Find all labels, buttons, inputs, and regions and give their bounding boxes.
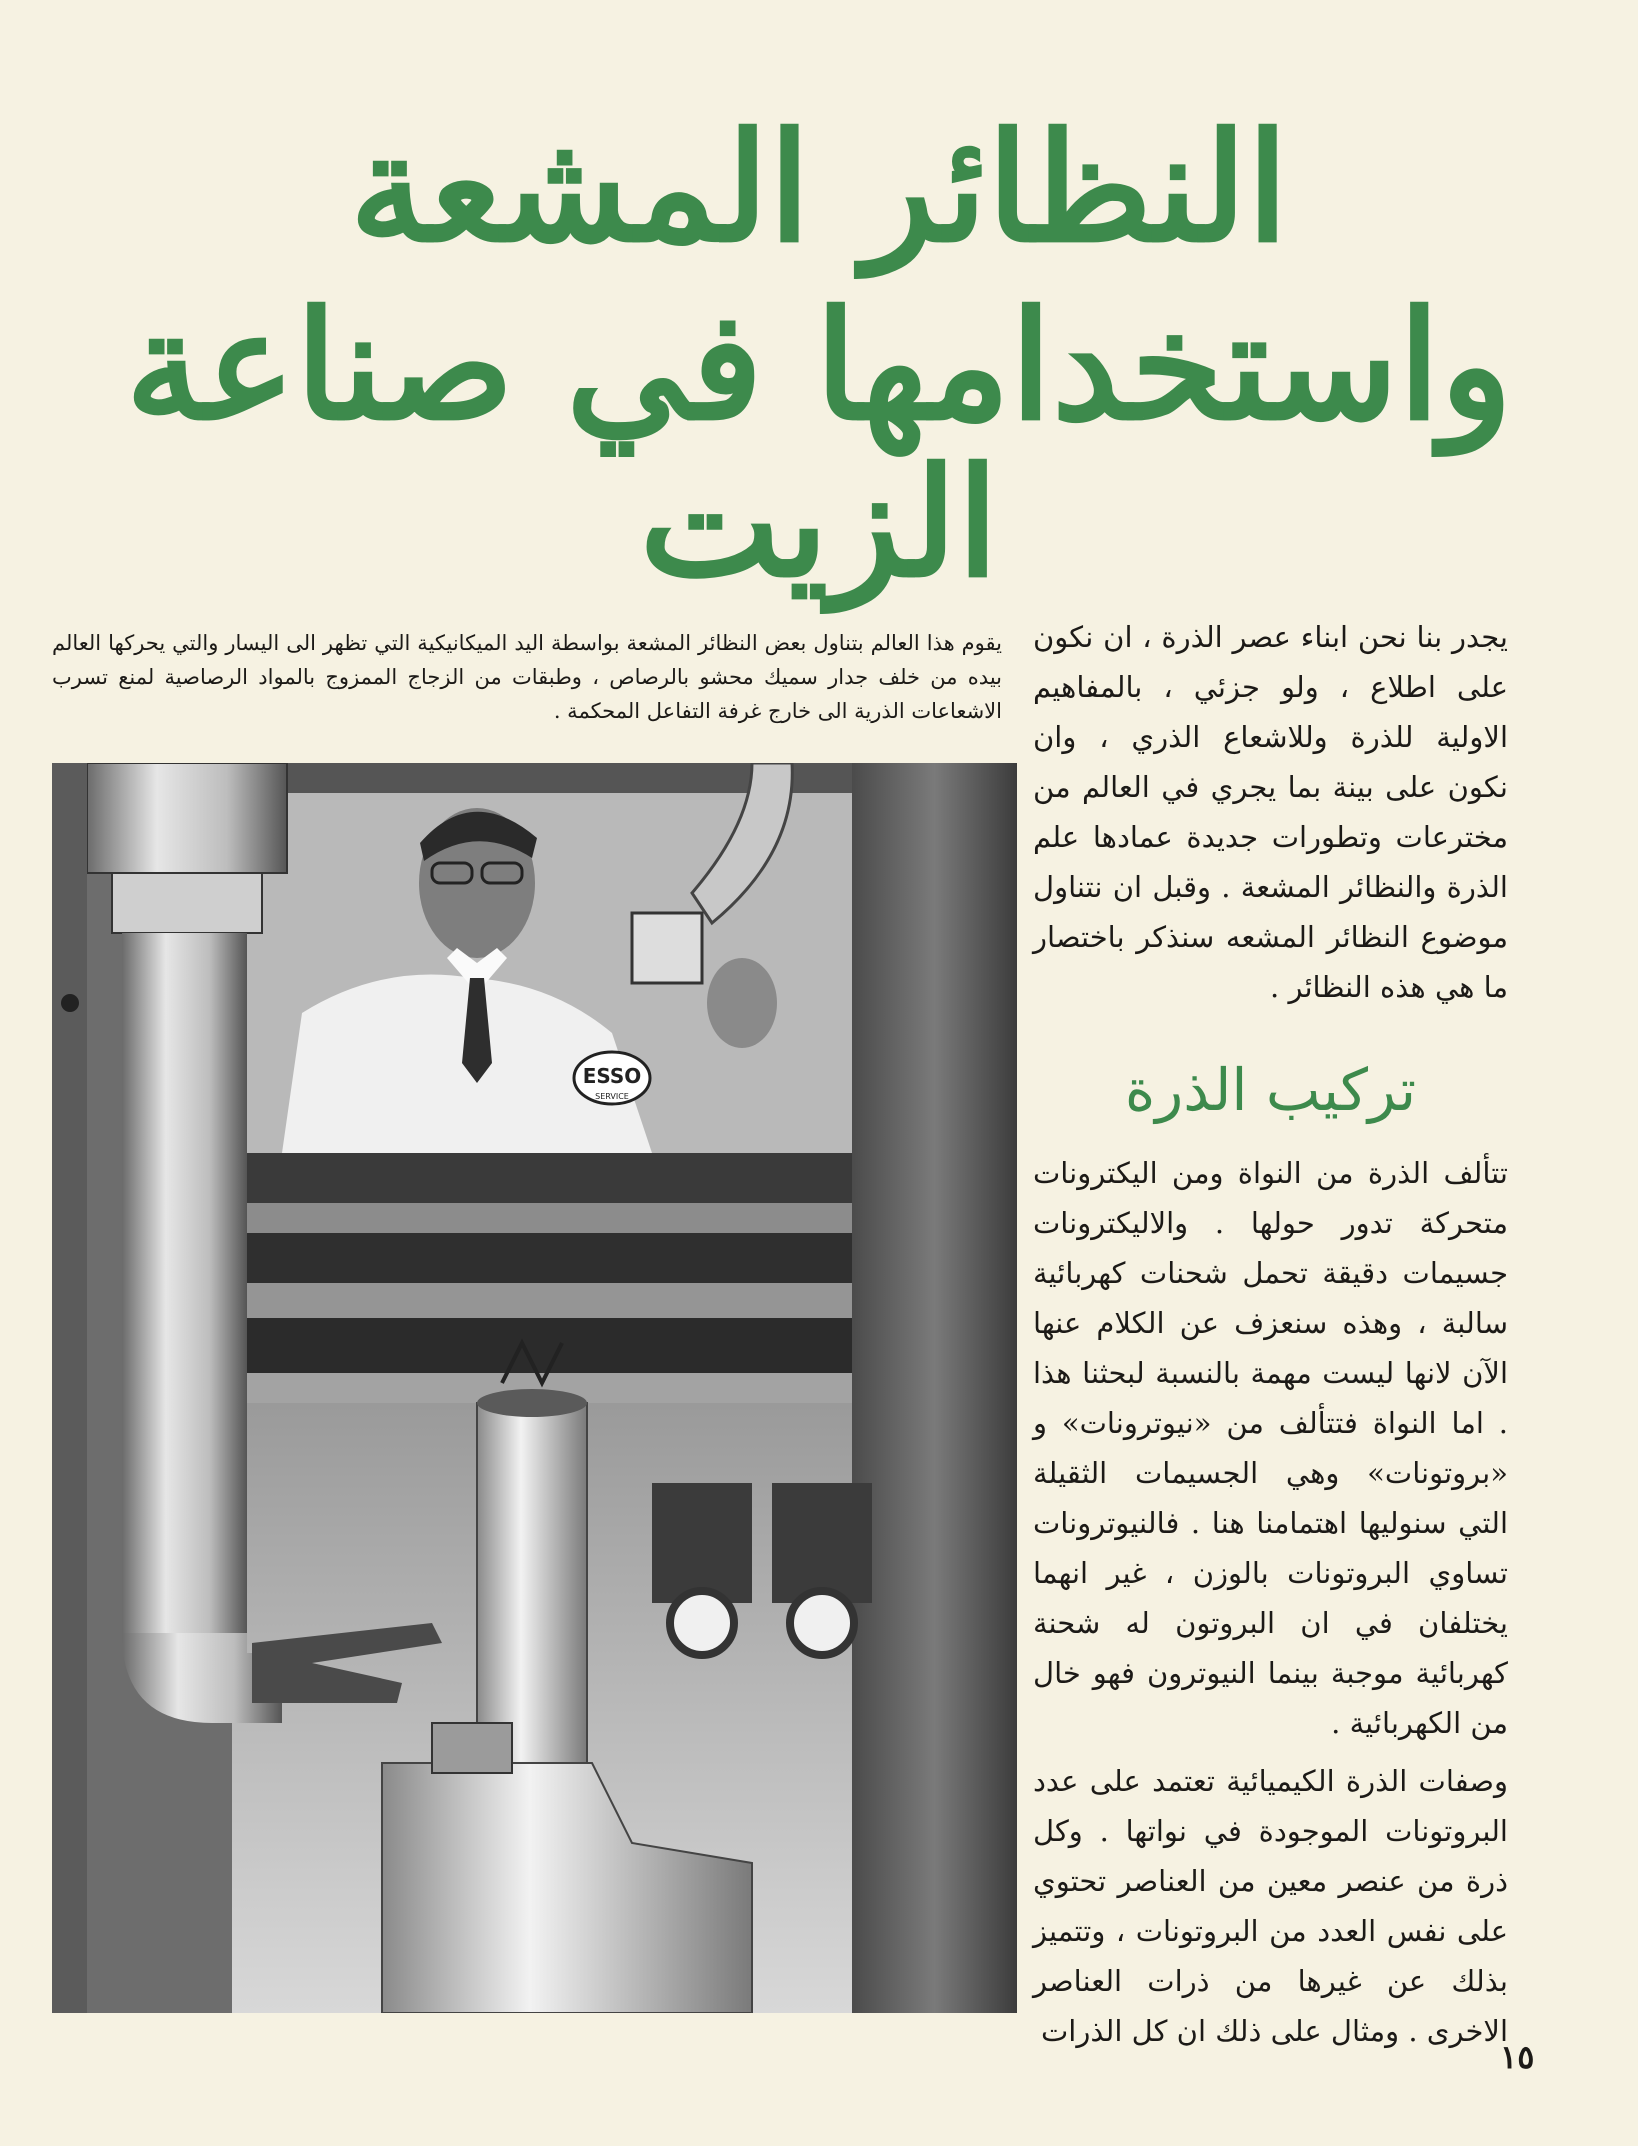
intro-paragraph: يجدر بنا نحن ابناء عصر الذرة ، ان نكون على اطلاع ، ولو جزئي ، بالمفاهيم الاولية للذرة وللاشعاع الذري ، وان نكون على بينة بما يجري في العالم من مخترعات وتطورات جديدة عمادها علم الذرة والنظائر المشعة . وقبل ان نتناول موضوع النظائر المشعه سنذكر باختصار ما هي هذه النظائر .	[1033, 620, 1508, 1004]
title-line-1: النظائر المشعة	[349, 100, 1289, 276]
atom-properties-paragraph: وصفات الذرة الكيميائية تعتمد على عدد البروتونات الموجودة في نواتها . وكل ذرة من عنصر معين من العناصر تحتوي على نفس العدد من البروتونات ، وتتميز بذلك عن غيرها من ذرات العناصر الاخرى . ومثال على ذلك ان كل الذرات	[1033, 1764, 1508, 2048]
photo-caption: يقوم هذا العالم بتناول بعض النظائر المشعة بواسطة اليد الميكانيكية التي تظهر الى اليسار والتي يحركها العالم بيده من خلف جدار سميك محشو بالرصاص ، وطبقات من الزجاج الممزوج بالمواد الرصاصية لمنع تسرب الاشعاعات الذرية الى خارج غرفة التفاعل المحكمة .	[52, 631, 1002, 723]
photo-scientist-manipulator	[52, 763, 1017, 2013]
page-number: ١٥	[1500, 2038, 1535, 2076]
atom-structure-paragraph: تتألف الذرة من النواة ومن اليكترونات متحركة تدور حولها . والاليكترونات جسيمات دقيقة تحمل شحنات كهربائية سالبة ، وهذه سنعزف عن الكلام عنها الآن لانها ليست مهمة بالنسبة لبحثنا هذا . اما النواة فتتألف من «نيوترونات» و «بروتونات» وهي الجسيمات الثقيلة التي سنوليها اهتمامنا هنا . فالنيوترونات تساوي البروتونات بالوزن ، غير انهما يختلفان في ان البروتون له شحنة كهربائية موجبة بينما النيوترون فهو خال من الكهربائية .	[1033, 1156, 1508, 1740]
main-text-column	[1033, 612, 1508, 2056]
esso-logo-text: ESSO	[582, 1064, 642, 1088]
title-line-2: واستخدامها في صناعة الزيت	[125, 277, 1513, 611]
article-title	[40, 100, 1598, 611]
section-heading: تركيب الذرة	[1124, 1056, 1417, 1124]
esso-logo-subtext: SERVICE	[595, 1092, 629, 1101]
